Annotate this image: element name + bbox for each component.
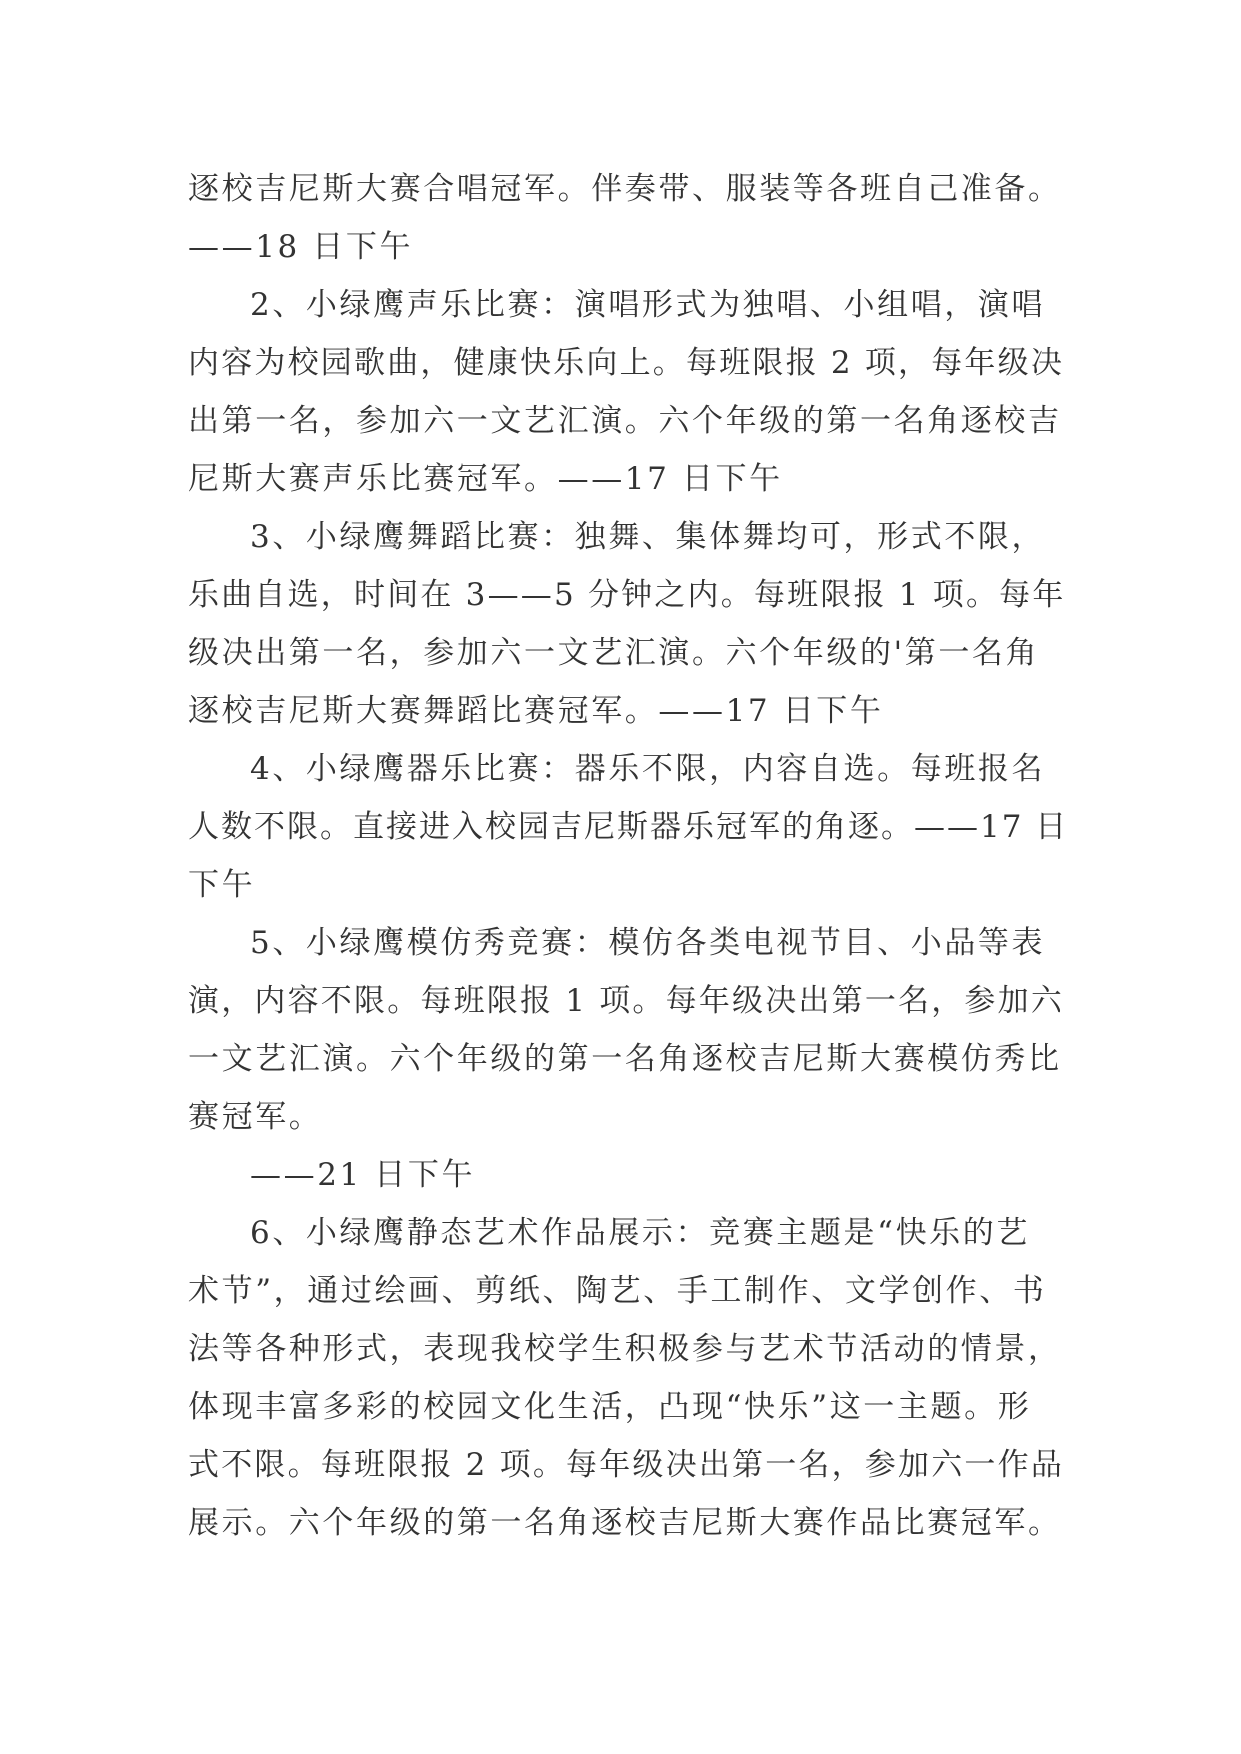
- text-line: 乐曲自选，时间在 3——5 分钟之内。每班限报 1 项。每年: [188, 577, 1066, 613]
- paragraph-start-line: 2、小绿鹰声乐比赛：演唱形式为独唱、小组唱，演唱: [250, 287, 1046, 323]
- text-line: 展示。六个年级的第一名角逐校吉尼斯大赛作品比赛冠军。: [188, 1505, 1062, 1541]
- text-line: 下午: [188, 867, 256, 903]
- paragraph-start-line: 6、小绿鹰静态艺术作品展示：竞赛主题是“快乐的艺: [250, 1215, 1030, 1251]
- text-line: 人数不限。直接进入校园吉尼斯器乐冠军的角逐。——17 日: [188, 809, 1069, 845]
- text-line: 法等各种形式，表现我校学生积极参与艺术节活动的情景，: [188, 1331, 1062, 1367]
- text-line: 尼斯大赛声乐比赛冠军。——17 日下午: [188, 461, 783, 497]
- text-line: 演，内容不限。每班限报 1 项。每年级决出第一名，参加六: [188, 983, 1065, 1019]
- paragraph-start-line: 3、小绿鹰舞蹈比赛：独舞、集体舞均可，形式不限，: [250, 519, 1046, 555]
- paragraph-start-line: 5、小绿鹰模仿秀竞赛：模仿各类电视节目、小品等表: [250, 925, 1046, 961]
- document-body: [188, 160, 1068, 1552]
- text-line: 出第一名，参加六一文艺汇演。六个年级的第一名角逐校吉: [188, 403, 1062, 439]
- text-line: 式不限。每班限报 2 项。每年级决出第一名，参加六一作品: [188, 1447, 1065, 1483]
- text-line: 级决出第一名，参加六一文艺汇演。六个年级的'第一名角: [188, 635, 1040, 671]
- paragraph-start-line: ——21 日下午: [250, 1157, 476, 1193]
- text-line: 逐校吉尼斯大赛合唱冠军。伴奏带、服装等各班自己准备。: [188, 171, 1062, 207]
- text-line: 一文艺汇演。六个年级的第一名角逐校吉尼斯大赛模仿秀比: [188, 1041, 1062, 1077]
- text-line: 体现丰富多彩的校园文化生活，凸现“快乐”这一主题。形: [188, 1389, 1032, 1425]
- text-line: 术节”，通过绘画、剪纸、陶艺、手工制作、文学创作、书: [188, 1273, 1047, 1309]
- paragraph-start-line: 4、小绿鹰器乐比赛：器乐不限，内容自选。每班报名: [250, 751, 1046, 787]
- text-line: 赛冠军。: [188, 1099, 323, 1135]
- text-line: 内容为校园歌曲，健康快乐向上。每班限报 2 项，每年级决: [188, 345, 1065, 381]
- text-line: 逐校吉尼斯大赛舞蹈比赛冠军。——17 日下午: [188, 693, 884, 729]
- text-line: ——18 日下午: [188, 229, 414, 265]
